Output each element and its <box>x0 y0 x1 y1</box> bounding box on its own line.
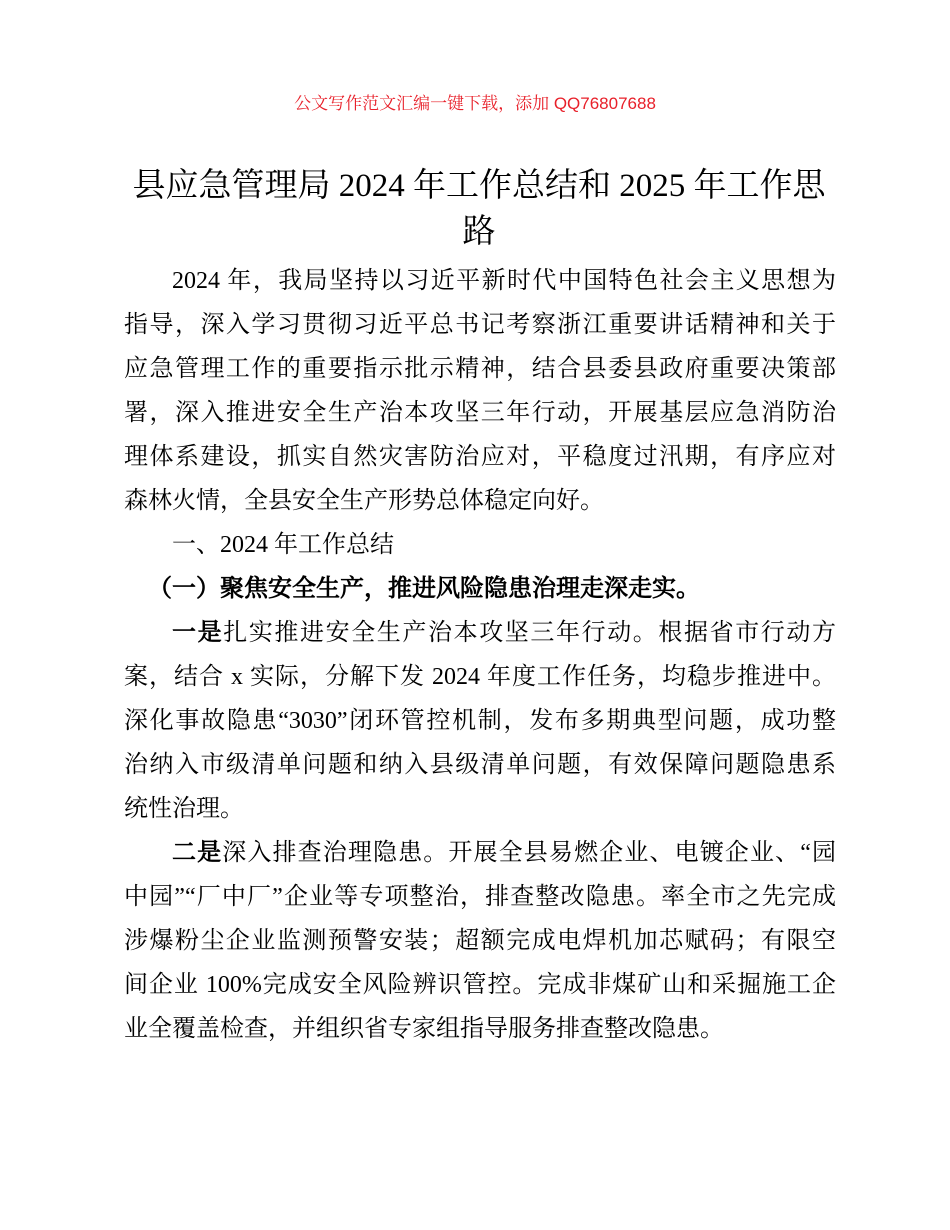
point-text: 深入排查治理隐患。开展全县易燃企业、电镀企业、“园 <box>222 840 837 866</box>
paragraph-line: 森林火情，全县安全生产形势总体稳定向好。 <box>124 488 604 514</box>
paragraph-line <box>124 611 836 655</box>
point-2-paragraph <box>124 831 836 1051</box>
paragraph-line: 业全覆盖检查，并组织省专家组指导服务排查整改隐患。 <box>124 1016 724 1042</box>
paragraph-line: 2024 年，我局坚持以习近平新时代中国特色社会主义思想为 <box>172 268 836 294</box>
paragraph-line: 署，深入推进安全生产治本攻坚三年行动，开展基层应急消防治 <box>124 400 836 426</box>
watermark-download-notice: 公文写作范文汇编一键下载，添加 QQ76807688 <box>294 94 656 113</box>
document-title <box>118 163 840 255</box>
paragraph-line: 涉爆粉尘企业监测预警安装；超额完成电焊机加芯赋码；有限空 <box>124 928 836 954</box>
point-lead: 一是 <box>172 619 224 646</box>
paragraph-line: 深化事故隐患“3030”闭环管控机制，发布多期典型问题，成功整 <box>124 708 836 734</box>
title-line-1: 县应急管理局 2024 年工作总结和 2025 年工作思 <box>132 168 826 204</box>
subsection-heading-1: （一）聚焦安全生产，推进风险隐患治理走深走实。 <box>148 575 700 602</box>
paragraph-line: 统性治理。 <box>124 796 244 822</box>
document-body <box>124 259 836 1051</box>
paragraph-line: 中园”“厂中厂”企业等专项整治，排查整改隐患。率全市之先完成 <box>124 884 836 910</box>
point-text: 扎实推进安全生产治本攻坚三年行动。根据省市行动方 <box>223 620 837 646</box>
intro-paragraph <box>124 259 836 523</box>
paragraph-line: 治纳入市级清单问题和纳入县级清单问题，有效保障问题隐患系 <box>124 752 836 778</box>
paragraph-line: 指导，深入学习贯彻习近平总书记考察浙江重要讲话精神和关于 <box>124 312 836 338</box>
paragraph-line: 间企业 100%完成安全风险辨识管控。完成非煤矿山和采掘施工企 <box>124 972 836 998</box>
section-heading-1: 一、2024 年工作总结 <box>172 532 394 558</box>
paragraph-line <box>124 831 836 875</box>
point-lead: 二是 <box>172 839 223 866</box>
title-line-2: 路 <box>462 214 496 250</box>
paragraph-line: 案，结合 x 实际，分解下发 2024 年度工作任务，均稳步推进中。 <box>124 664 836 690</box>
point-1-paragraph <box>124 611 836 831</box>
paragraph-line: 应急管理工作的重要指示批示精神，结合县委县政府重要决策部 <box>124 356 836 382</box>
paragraph-line: 理体系建设，抓实自然灾害防治应对，平稳度过汛期，有序应对 <box>124 444 836 470</box>
